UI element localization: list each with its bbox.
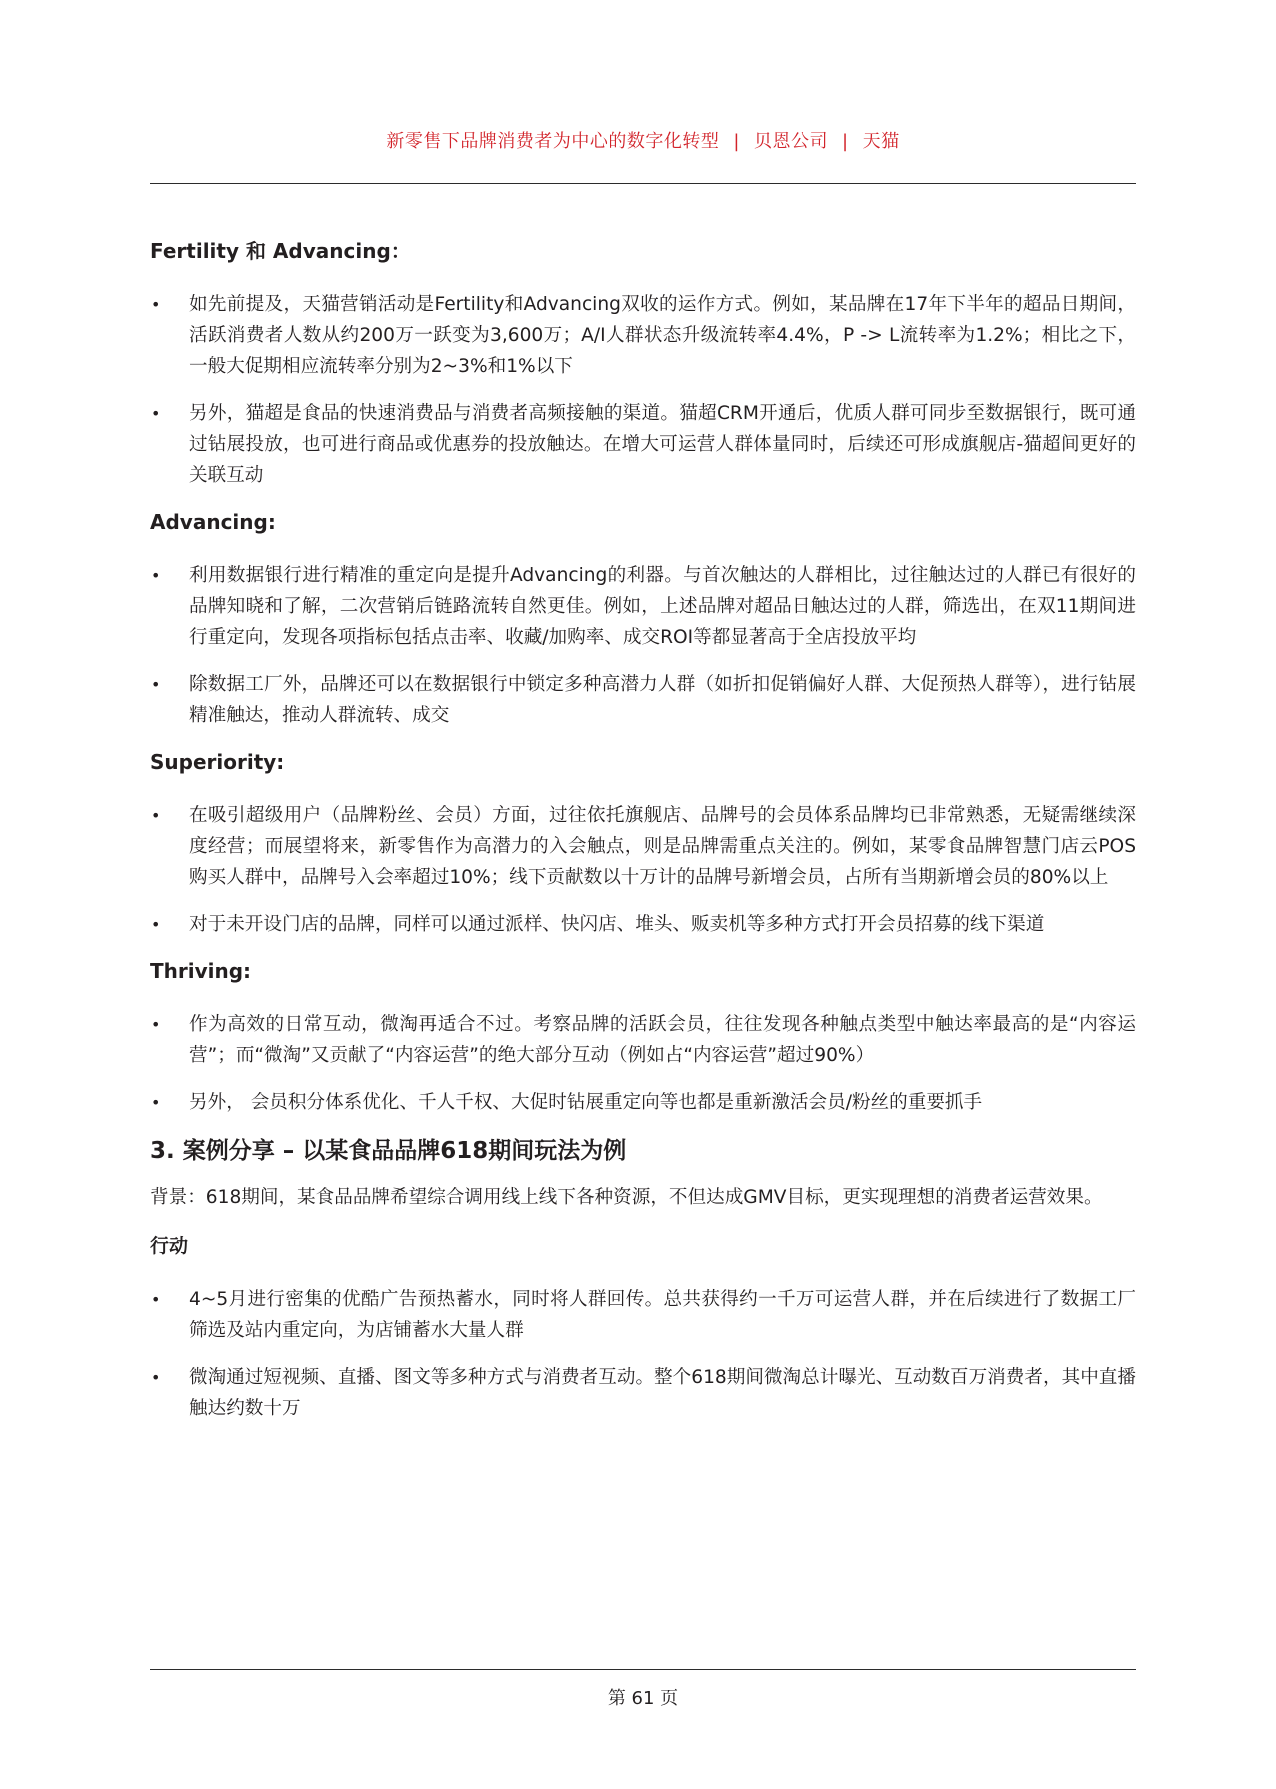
bullet-item: • 如先前提及，天猫营销活动是Fertility和Advancing双收的运作方式。例如，某品牌在17年下半年的超品日期间，活跃消费者人数从约200万一跃变为3,600万；A/I人群状态升级流转率4.4%，P -> L流转率为1.2%；相比之下，一般大促期相应流转率分别为2~3%和1%以下	[150, 289, 1136, 382]
section-thriving	[150, 956, 1136, 1118]
bullet-list	[150, 1009, 1136, 1118]
bullet-item: • 利用数据银行进行精准的重定向是提升Advancing的利器。与首次触达的人群相比，过往触达过的人群已有很好的品牌知晓和了解，二次营销后链路流转自然更佳。例如，上述品牌对超品日触达过的人群，筛选出，在双11期间进行重定向，发现各项指标包括点击率、收藏/加购率、成交ROI等都显著高于全店投放平均	[150, 560, 1136, 653]
bullet-item: • 在吸引超级用户（品牌粉丝、会员）方面，过往依托旗舰店、品牌号的会员体系品牌均已非常熟悉，无疑需继续深度经营；而展望将来，新零售作为高潜力的入会触点，则是品牌需重点关注的。例如，某零食品牌智慧门店云POS购买人群中，品牌号入会率超过10%；线下贡献数以十万计的品牌号新增会员，占所有当期新增会员的80%以上	[150, 800, 1136, 893]
bullet-item: • 除数据工厂外，品牌还可以在数据银行中锁定多种高潜力人群（如折扣促销偏好人群、大促预热人群等），进行钻展精准触达，推动人群流转、成交	[150, 669, 1136, 731]
section-heading: Superiority:	[150, 750, 285, 774]
action-heading: 行动	[150, 1235, 189, 1257]
bullet-list	[150, 800, 1136, 940]
header-company: 贝恩公司	[754, 131, 828, 152]
bullet-item: • 对于未开设门店的品牌，同样可以通过派样、快闪店、堆头、贩卖机等多种方式打开会员招募的线下渠道	[150, 909, 1136, 940]
section-superiority	[150, 747, 1136, 940]
footer-divider	[150, 1669, 1136, 1670]
bullet-item: • 微淘通过短视频、直播、图文等多种方式与消费者互动。整个618期间微淘总计曝光、互动数百万消费者，其中直播触达约数十万	[150, 1362, 1136, 1424]
bullet-item: • 4~5月进行密集的优酷广告预热蓄水，同时将人群回传。总共获得约一千万可运营人群，并在后续进行了数据工厂筛选及站内重定向，为店铺蓄水大量人群	[150, 1284, 1136, 1346]
bullet-item: • 作为高效的日常互动，微淘再适合不过。考察品牌的活跃会员，往往发现各种触点类型中触达率最高的是“内容运营”；而“微淘”又贡献了“内容运营”的绝大部分互动（例如占“内容运营”超过90%）	[150, 1009, 1136, 1071]
header-separator: |	[842, 131, 849, 152]
section-advancing	[150, 507, 1136, 731]
header-title: 新零售下品牌消费者为中心的数字化转型	[386, 131, 720, 152]
bullet-item: • 另外， 会员积分体系优化、千人千权、大促时钻展重定向等也都是重新激活会员/粉丝的重要抓手	[150, 1087, 1136, 1118]
bullet-list	[150, 289, 1136, 491]
bullet-list	[150, 560, 1136, 731]
header-divider	[150, 183, 1136, 184]
section-fertility-advancing	[150, 236, 1136, 491]
case-study-section	[150, 1134, 1136, 1424]
section-heading: Thriving:	[150, 959, 252, 983]
section-heading: Advancing:	[150, 510, 276, 534]
section-heading: Fertility 和 Advancing：	[150, 239, 411, 263]
case-background: 背景：618期间，某食品品牌希望综合调用线上线下各种资源，不但达成GMV目标，更实现理想的消费者运营效果。	[150, 1187, 1103, 1208]
header-partner: 天猫	[862, 131, 900, 152]
bullet-list	[150, 1284, 1136, 1424]
header-separator: |	[733, 131, 740, 152]
case-heading: 3. 案例分享 – 以某食品品牌618期间玩法为例	[150, 1138, 627, 1164]
running-header	[150, 127, 1136, 153]
page-body	[150, 236, 1136, 1440]
page-number: 第 61 页	[607, 1688, 679, 1709]
bullet-item: • 另外，猫超是食品的快速消费品与消费者高频接触的渠道。猫超CRM开通后，优质人群可同步至数据银行，既可通过钻展投放，也可进行商品或优惠券的投放触达。在增大可运营人群体量同时，后续还可形成旗舰店-猫超间更好的关联互动	[150, 398, 1136, 491]
